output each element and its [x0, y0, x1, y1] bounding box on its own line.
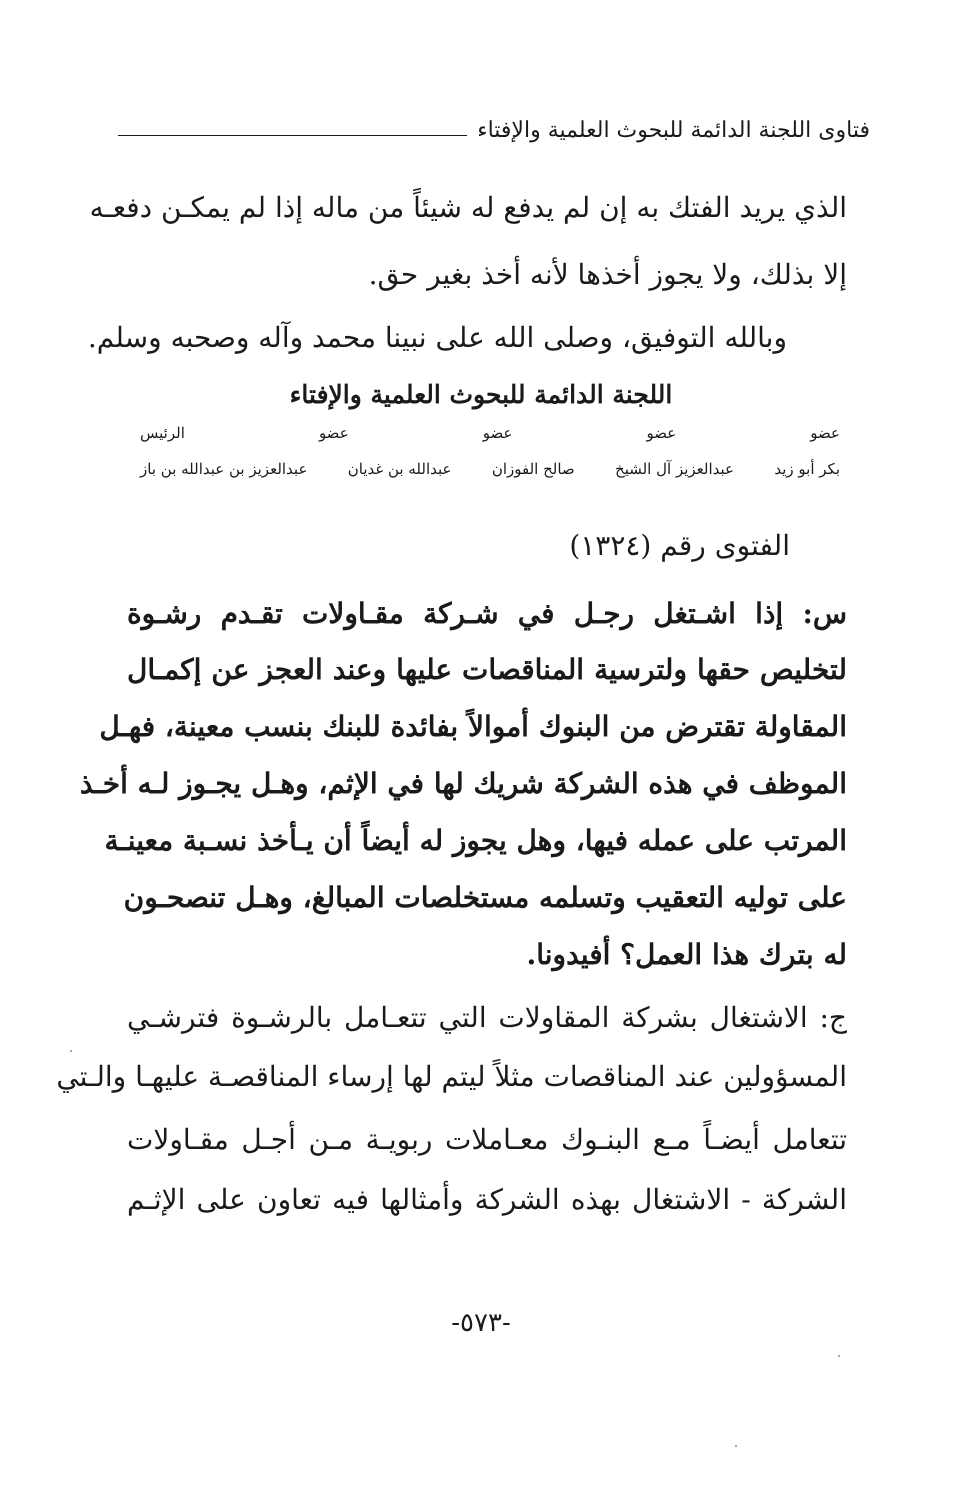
signature-names: [140, 460, 840, 478]
fatwa-number: الفتوى رقم (١٣٢٤): [569, 529, 790, 562]
answer-line: تتعامل أيضـاً مـع البنـوك معـاملات ربويـة مـن أجـل مقـاولات: [127, 1123, 847, 1156]
signature-roles: [140, 424, 840, 442]
member-name: صالح الفوزان: [491, 460, 575, 478]
answer-line: ج: الاشتغال بشركة المقاولات التي تتعـامل بالرشـوة فترشـي: [127, 1001, 847, 1034]
body-line: إلا بذلك، ولا يجوز أخذها لأنه أخذ بغير حق.: [368, 258, 847, 291]
member-name: عبدالعزيز بن عبدالله بن باز: [140, 460, 308, 478]
member-role: الرئيس: [140, 424, 185, 442]
question-line: على توليه التعقيب وتسلمه مستخلصات المبالغ، وهـل تنصحـون: [123, 881, 847, 914]
member-role: عضو: [646, 424, 677, 442]
body-line: الذي يريد الفتك به إن لم يدفع له شيئاً من ماله إذا لم يمكـن دفعـه: [89, 191, 847, 224]
page-number: -٥٧٣-: [451, 1308, 511, 1338]
question-line: الموظف في هذه الشركة شريك لها في الإثم، وهـل يجـوز لـه أخـذ: [79, 767, 847, 800]
question-line: المرتب على عمله فيها، وهل يجوز له أيضاً أن يـأخذ نسـبة معينـة: [104, 824, 847, 857]
member-name: بكر أبو زيد: [774, 460, 840, 478]
running-header: [118, 110, 870, 150]
question-line: لتخليص حقها ولترسية المناقصات عليها وعند العجز عن إكمـال: [127, 653, 847, 686]
header-rule: [118, 135, 467, 136]
scan-speck: [838, 1355, 840, 1357]
committee-name: اللجنة الدائمة للبحوث العلمية والإفتاء: [289, 380, 673, 409]
closing-line: وبالله التوفيق، وصلى الله على نبينا محمد وآله وصحبه وسلم.: [87, 321, 787, 354]
member-name: عبدالله بن غديان: [347, 460, 452, 478]
member-role: عضو: [482, 424, 513, 442]
member-name: عبدالعزيز آل الشيخ: [615, 460, 734, 478]
member-role: عضو: [810, 424, 840, 442]
answer-line: الشركة - الاشتغال بهذه الشركة وأمثالها فيه تعاون على الإثـم: [127, 1183, 847, 1216]
member-role: عضو: [318, 424, 349, 442]
scan-speck: [70, 1050, 72, 1052]
question-line: المقاولة تقترض من البنوك أموالاً بفائدة للبنك بنسب معينة، فهـل: [99, 710, 847, 743]
header-title: فتاوى اللجنة الدائمة للبحوث العلمية والإفتاء: [477, 117, 870, 143]
question-line: له بترك هذا العمل؟ أفيدونا.: [526, 938, 847, 971]
answer-line: المسؤولين عند المناقصات مثلاً ليتم لها إرساء المناقصـة عليهـا والـتي: [56, 1060, 847, 1093]
question-line: س: إذا اشـتغل رجـل في شـركة مقـاولات تقـدم رشـوة: [127, 597, 847, 630]
scan-speck: [735, 1445, 737, 1447]
